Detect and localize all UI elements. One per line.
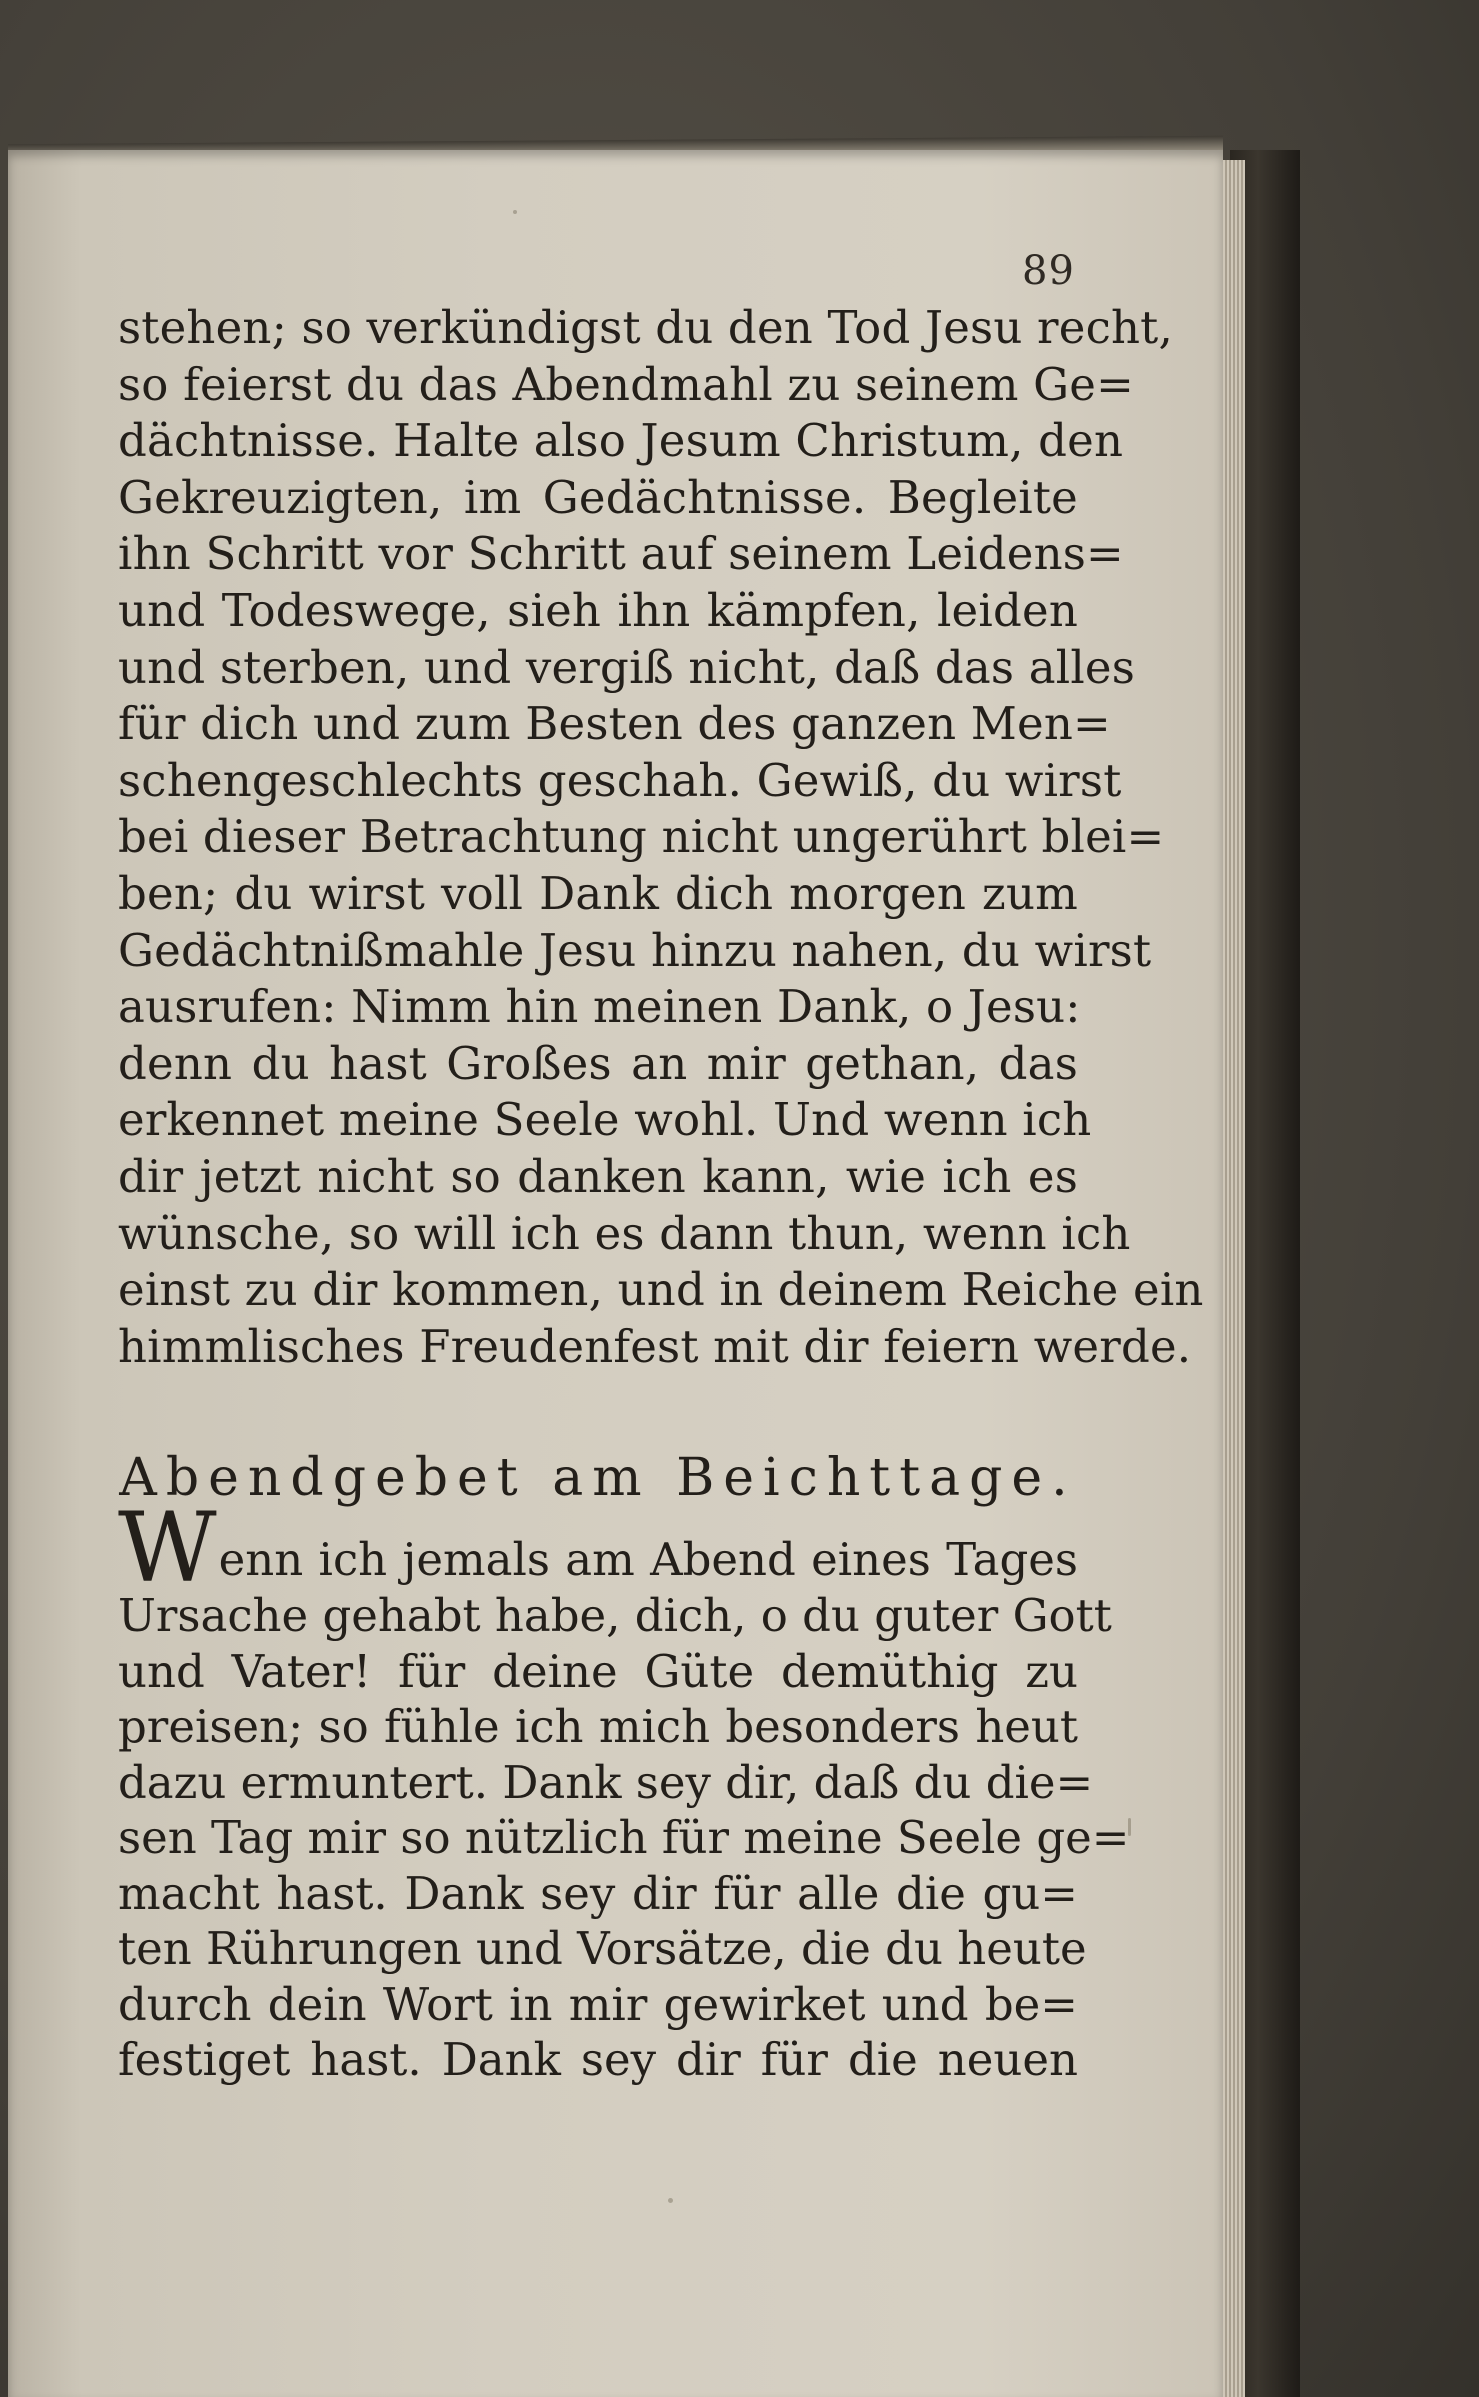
text-line: so feierst du das Abendmahl zu seinem Ge= [118,357,1134,411]
text-line: festiget hast. Dank sey dir für die neuen [118,2033,1078,2086]
text-line: stehen; so verkündigst du den Tod Jesu recht, [118,301,1173,354]
section-heading: Abendgebet am Beichttage. [119,1448,1077,1508]
text-line: preisen; so fühle ich mich besonders heut [118,1700,1078,1753]
text-line: und Vater! für deine Güte demüthig zu [118,1644,1078,1698]
text-line: dazu ermuntert. Dank sey dir, daß du die= [118,1755,1094,1809]
text-line: für dich und zum Besten des ganzen Men= [118,697,1111,751]
paragraph-2 [118,1492,1130,2088]
text-line: ausrufen: Nimm hin meinen Dank, o Jesu: [118,980,1081,1034]
text-line: wünsche, so will ich es dann thun, wenn ich [118,1206,1131,1260]
text-line: Gedächtnißmahle Jesu hinzu nahen, du wirst [118,923,1152,977]
text-line: macht hast. Dank sey dir für alle die gu= [118,1866,1078,1920]
page-number: 89 [1022,248,1075,294]
text-line: Gekreuzigten, im Gedächtnisse. Begleite [118,470,1078,524]
paper-speck [668,2198,673,2203]
text-line: durch dein Wort in mir gewirket und be= [118,1977,1078,2031]
text-line: einst zu dir kommen, und in deinem Reiche ein [118,1263,1204,1317]
text-line: ten Rührungen und Vorsätze, die du heute [118,1922,1087,1975]
first-line [118,1492,1078,1604]
text-line: und sterben, und vergiß nicht, daß das alles [118,640,1136,694]
paragraph-1 [118,300,1204,1375]
text-line: ben; du wirst voll Dank dich morgen zum [118,866,1078,920]
text-line: dir jetzt nicht so danken kann, wie ich es [118,1149,1078,1203]
text-line: sen Tag mir so nützlich für meine Seele ge= [118,1811,1130,1864]
drop-cap: W [118,1492,217,1604]
text-line: bei dieser Betrachtung nicht ungerührt blei= [118,810,1165,864]
text-line: dächtnisse. Halte also Jesum Christum, den [118,414,1124,468]
text-line: enn ich jemals am Abend eines Tages [218,1533,1078,1586]
text-line: denn du hast Großes an mir gethan, das [118,1036,1078,1090]
text-line: ihn Schritt vor Schritt auf seinem Leidens= [118,527,1124,581]
text-line: himmlisches Freudenfest mit dir feiern werde. [118,1319,1192,1373]
text-line: schengeschlechts geschah. Gewiß, du wirst [118,753,1122,807]
text-line: Ursache gehabt habe, dich, o du guter Gott [118,1589,1112,1642]
text-line: erkennet meine Seele wohl. Und wenn ich [118,1093,1092,1147]
paper-speck [513,210,517,214]
text-line: und Todeswege, sieh ihn kämpfen, leiden [118,583,1078,637]
